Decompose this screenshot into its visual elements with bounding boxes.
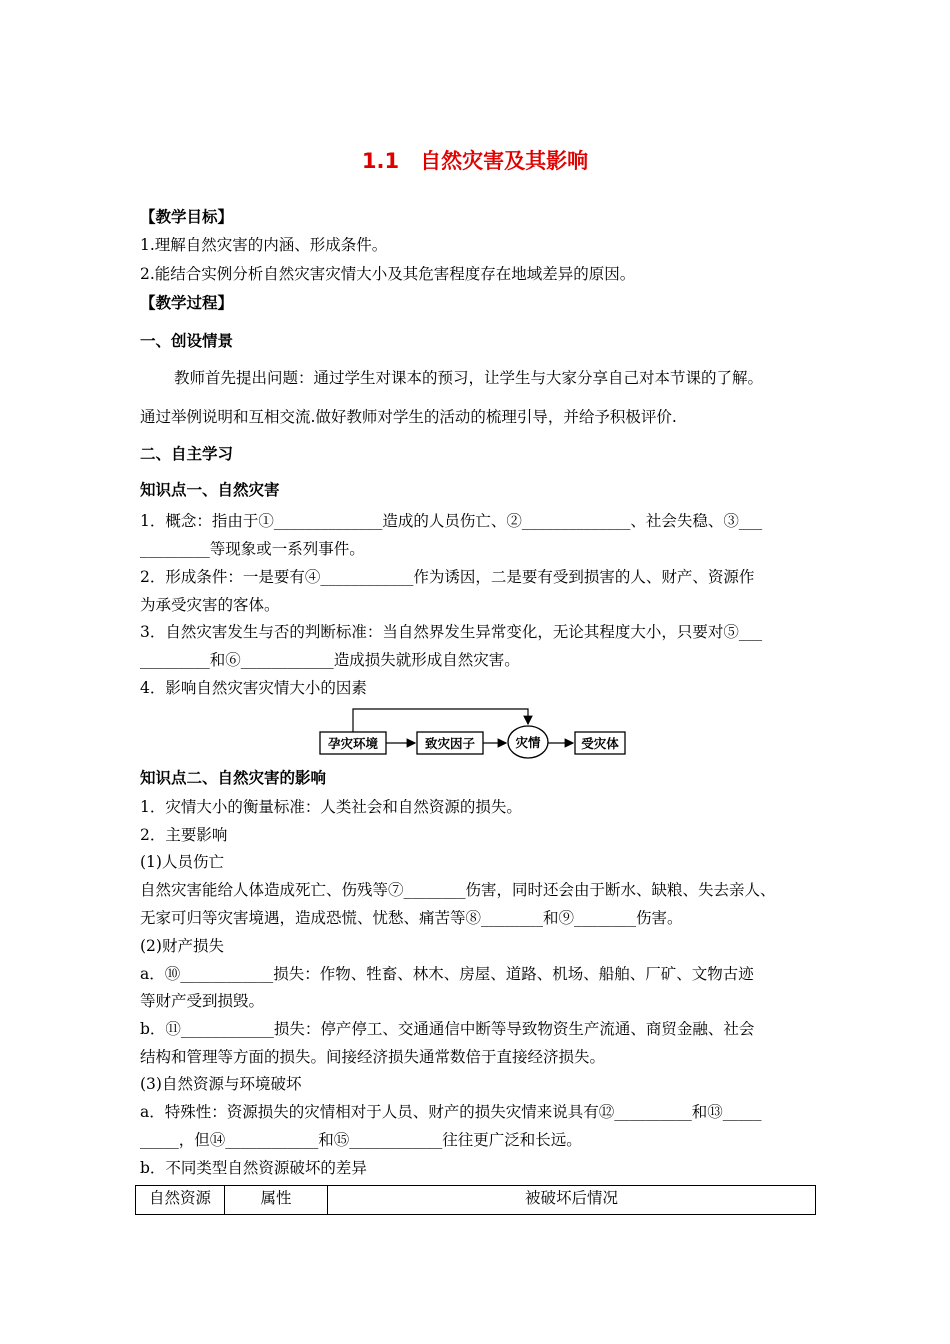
k2-part-1-line-2: 无家可归等灾害境遇，造成恐慌、忧愁、痛苦等⑧________和⑨________伤害。 (140, 909, 683, 927)
k2-part-2-heading: (2)财产损失 (140, 937, 224, 955)
section-1-heading: 一、创设情景 (140, 332, 234, 350)
k2-part-2b-line-2: 结构和管理等方面的损失。间接经济损失通常数倍于直接经济损失。 (140, 1048, 606, 1066)
table-header-cell: 自然资源 (136, 1186, 225, 1215)
goal-1: 1.理解自然灾害的内涵、形成条件。 (140, 236, 388, 254)
k2-item-1: 1．灾情大小的衡量标准：人类社会和自然资源的损失。 (140, 798, 522, 816)
table-header-cell: 属性 (225, 1186, 328, 1215)
box-environment-label: 孕灾环境 (327, 736, 379, 751)
knowledge-2-heading: 知识点二、自然灾害的影响 (140, 769, 327, 787)
section-1-paragraph-1: 教师首先提出问题：通过学生对课本的预习，让学生与大家分享自己对本节课的了解。 (174, 369, 764, 387)
k2-part-3-heading: (3)自然资源与环境破坏 (140, 1075, 302, 1093)
k1-item-2-line-1: 2．形成条件：一是要有④____________作为诱因，二是要有受到损害的人、财产、资源作 (140, 568, 755, 586)
k2-part-2b-line-1: b．⑪____________损失：停产停工、交通通信中断等导致物资生产流通、商贸金融、社会 (140, 1020, 755, 1038)
knowledge-1-heading: 知识点一、自然灾害 (140, 481, 280, 499)
k1-item-3-line-1: 3．自然灾害发生与否的判断标准：当自然界发生异常变化，无论其程度大小，只要对⑤___ (140, 623, 763, 641)
k2-part-1-line-1: 自然灾害能给人体造成死亡、伤残等⑦________伤害，同时还会由于断水、缺粮、失去亲人、 (140, 881, 776, 899)
process-heading: 【教学过程】 (140, 294, 234, 312)
k1-item-1-line-2: _________等现象或一系列事件。 (140, 540, 365, 558)
k2-item-2: 2．主要影响 (140, 826, 228, 844)
k2-part-3a-line-2: _____，但⑭____________和⑮____________往往更广泛和长远。 (140, 1131, 582, 1149)
table-header-cell: 被破坏后情况 (328, 1186, 816, 1215)
disaster-factors-diagram (300, 700, 640, 760)
ellipse-disaster-label: 灾情 (515, 735, 541, 750)
k2-part-2a-line-2: 等财产受到损毁。 (140, 992, 265, 1010)
box-exposure-label: 受灾体 (581, 736, 619, 751)
section-2-heading: 二、自主学习 (140, 445, 234, 463)
box-hazard-factor-label: 致灾因子 (424, 736, 476, 751)
k2-part-3a-line-1: a．特殊性：资源损失的灾情相对于人员、财产的损失灾情来说具有⑫__________和⑬_____ (140, 1103, 762, 1121)
resource-table (135, 1185, 816, 1215)
table-header-row (136, 1186, 816, 1215)
k1-item-1-line-1: 1．概念：指由于①______________造成的人员伤亡、②______________、社会失稳、③___ (140, 512, 763, 530)
k2-part-1-heading: (1)人员伤亡 (140, 853, 224, 871)
section-1-paragraph-2: 通过举例说明和互相交流.做好教师对学生的活动的梳理引导，并给予积极评价. (140, 408, 677, 426)
k1-item-3-line-2: _________和⑥____________造成损失就形成自然灾害。 (140, 651, 520, 669)
page-title: 1.1 自然灾害及其影响 (361, 149, 589, 173)
goals-heading: 【教学目标】 (140, 208, 234, 226)
k1-item-2-line-2: 为承受灾害的客体。 (140, 596, 280, 614)
k1-item-4: 4．影响自然灾害灾情大小的因素 (140, 679, 367, 697)
k2-part-2a-line-1: a．⑩____________损失：作物、牲畜、林木、房屋、道路、机场、船舶、厂矿、文物古迹 (140, 965, 754, 983)
k2-part-3b: b．不同类型自然资源破坏的差异 (140, 1159, 367, 1177)
goal-2: 2.能结合实例分析自然灾害灾情大小及其危害程度存在地域差异的原因。 (140, 265, 636, 283)
